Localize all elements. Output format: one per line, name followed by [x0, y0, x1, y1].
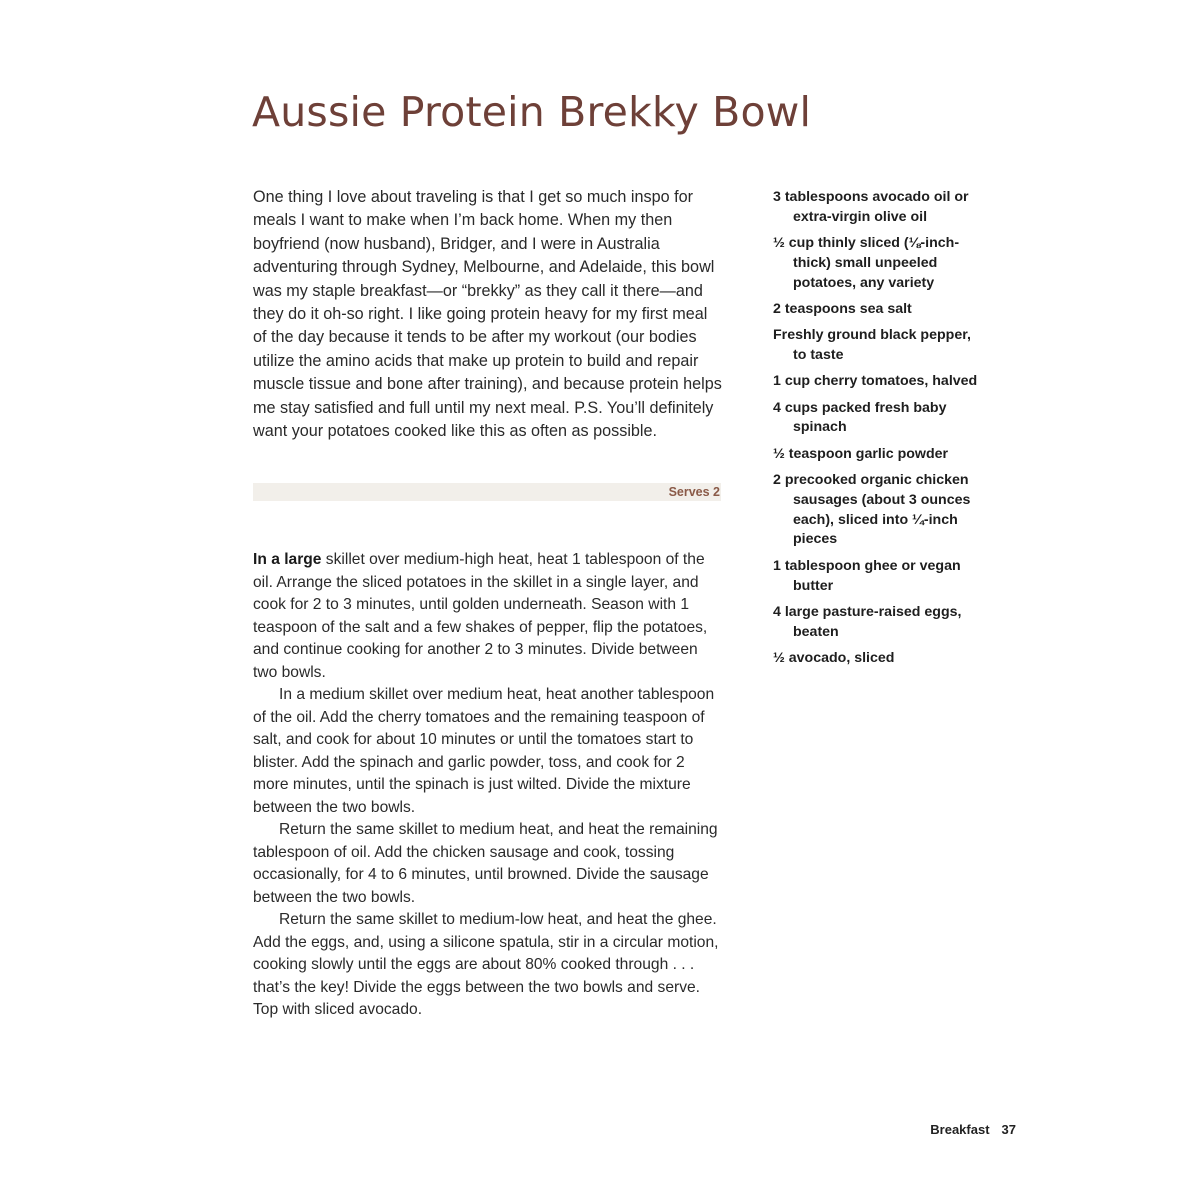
ingredient-list [773, 188, 983, 675]
page-footer [930, 1122, 1016, 1137]
recipe-intro: One thing I love about traveling is that I get so much inspo for meals I want to make when I’m back home. When my then boyfriend (now husband), Bridger, and I were in Australia adventuring through Sydney, Melbourne, and Adelaide, this bowl was my staple breakfast—or “brekky” as they call it there—and they do it oh-so right. I like going protein heavy for my first meal of the day because it tends to be after my workout (our bodies utilize the amino acids that make up protein to build and repair muscle tissue and bone after training), and because protein helps me stay satisfied and full until my next meal. P.S. You’ll definitely want your potatoes cooked like this as often as possible. [253, 188, 722, 441]
ingredient-item: 1 tablespoon ghee or vegan butter [773, 557, 961, 594]
method-step-3: Return the same skillet to medium heat, and heat the remaining tablespoon of oil. Add the chicken sausage and cook, tossing occasionally, for 4 to 6 minutes, until browned. Divide the sausage between the two bowls. [253, 821, 718, 906]
ingredient-item: ½ teaspoon garlic powder [773, 445, 949, 462]
serves-bar [253, 483, 721, 501]
ingredient-item: 4 cups packed fresh baby spinach [773, 399, 947, 436]
serves-label: Serves 2 [668, 485, 720, 499]
ingredient-item: 1 cup cherry tomatoes, halved [773, 373, 978, 390]
recipe-title: Aussie Protein Brekky Bowl [252, 88, 812, 136]
ingredient-item: Freshly ground black pepper, to taste [773, 327, 971, 364]
ingredient-item: 2 precooked organic chicken sausages (about 3 ounces each), sliced into ¼-inch pieces [773, 472, 971, 548]
method-step-1-lead: In a large [253, 551, 322, 568]
ingredient-item: 2 teaspoons sea salt [773, 300, 912, 317]
ingredient-item: 3 tablespoons avocado oil or extra-virgin olive oil [773, 189, 969, 225]
ingredient-item: ½ cup thinly sliced (⅛-inch-thick) small unpeeled potatoes, any variety [773, 235, 960, 291]
page-number: 37 [1001, 1122, 1016, 1137]
recipe-method [253, 549, 723, 1022]
method-step-2: In a medium skillet over medium heat, heat another tablespoon of the oil. Add the cherry tomatoes and the remaining teaspoon of salt, and cook for about 10 minutes or until the tomatoes start to blister. Add the spinach and garlic powder, toss, and cook for 2 more minutes, until the spinach is just wilted. Divide the mixture between the two bowls. [253, 686, 715, 816]
method-step-1 [253, 549, 723, 684]
ingredient-item: 4 large pasture-raised eggs, beaten [773, 603, 962, 640]
method-step-1-text: skillet over medium-high heat, heat 1 tablespoon of the oil. Arrange the sliced potatoes in the skillet in a single layer, and cook for 2 to 3 minutes, until golden underneath. Season with 1 teaspoon of the salt and a few shakes of pepper, flip the potatoes, and continue cooking for another 2 to 3 minutes. Divide between two bowls. [253, 551, 708, 681]
ingredient-item: ½ avocado, sliced [773, 649, 895, 666]
footer-section: Breakfast [930, 1122, 990, 1137]
method-step-4: Return the same skillet to medium-low heat, and heat the ghee. Add the eggs, and, using a silicone spatula, stir in a circular motion, cooking slowly until the eggs are about 80% cooked through . . . that’s the key! Divide the eggs between the two bowls and serve. Top with sliced avocado. [253, 911, 719, 1018]
